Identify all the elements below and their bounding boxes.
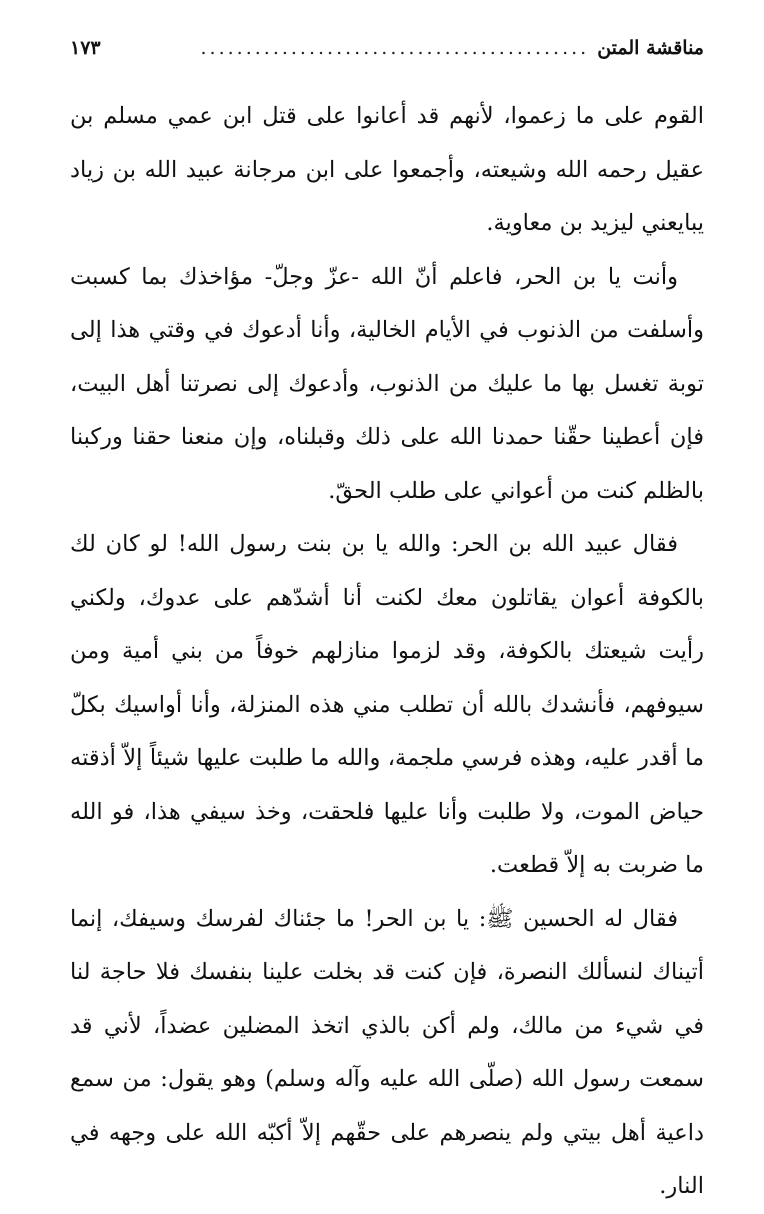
paragraph-2: وأنت يا بن الحر، فاعلم أنّ الله -عزّ وجلّ- مؤاخذك بما كسبت وأسلفت من الذنوب في الأيام الخالية، وأنا أدعوك في وقتي هذا إلى توبة تغسل بها ما عليك من الذنوب، وأدعوك إلى نصرتنا أهل البيت، فإن أعطينا حقّنا حمدنا الله على ذلك وقبلناه، وإن منعنا حقنا وركبنا بالظلم كنت من أعواني على طلب الحقّ. [70,263,704,504]
running-header [70,28,704,68]
paragraph-1: القوم على ما زعموا، لأنهم قد أعانوا على قتل ابن عمي مسلم بن عقيل رحمه الله وشيعته، وأجمعوا على ابن مرجانة عبيد الله بن زياد يبايعني ليزيد بن معاوية. [70,103,704,236]
header-leader-dots: ........................................... [200,37,590,59]
paragraph-3: فقال عبيد الله بن الحر: والله يا بن بنت رسول الله! لو كان لك بالكوفة أعوان يقاتلون معك لكنت أنا أشدّهم على عدوك، ولكني رأيت شيعتك بالكوفة، وقد لزموا منازلهم خوفاً من بني أمية ومن سيوفهم، فأنشدك بالله أن تطلب مني هذه المنزلة، وأنا أواسيك بكلّ ما أقدر عليه، وهذه فرسي ملجمة، والله ما طلبت عليها شيئاً إلاّ أذقته حياض الموت، ولا طلبت وأنا عليها فلحقت، وخذ سيفي هذا، فو الله ما ضربت به إلاّ قطعت. [70,531,704,878]
book-page [70,28,704,1199]
page-number: ١٧٣ [70,37,101,59]
chapter-title: مناقشة المتن [597,37,704,59]
body-text [70,90,704,1214]
paragraph-4: فقال له الحسين ﷺ: يا بن الحر! ما جئناك لفرسك وسيفك، إنما أتيناك لنسألك النصرة، فإن كنت قد بخلت علينا بنفسك فلا حاجة لنا في شيء من مالك، ولم أكن بالذي اتخذ المضلين عضداً، لأني قد سمعت رسول الله (صلّى الله عليه وآله وسلم) وهو يقول: من سمع داعية أهل بيتي ولم ينصرهم على حقّهم إلاّ أكبّه الله على وجهه في النار. [70,905,704,1199]
